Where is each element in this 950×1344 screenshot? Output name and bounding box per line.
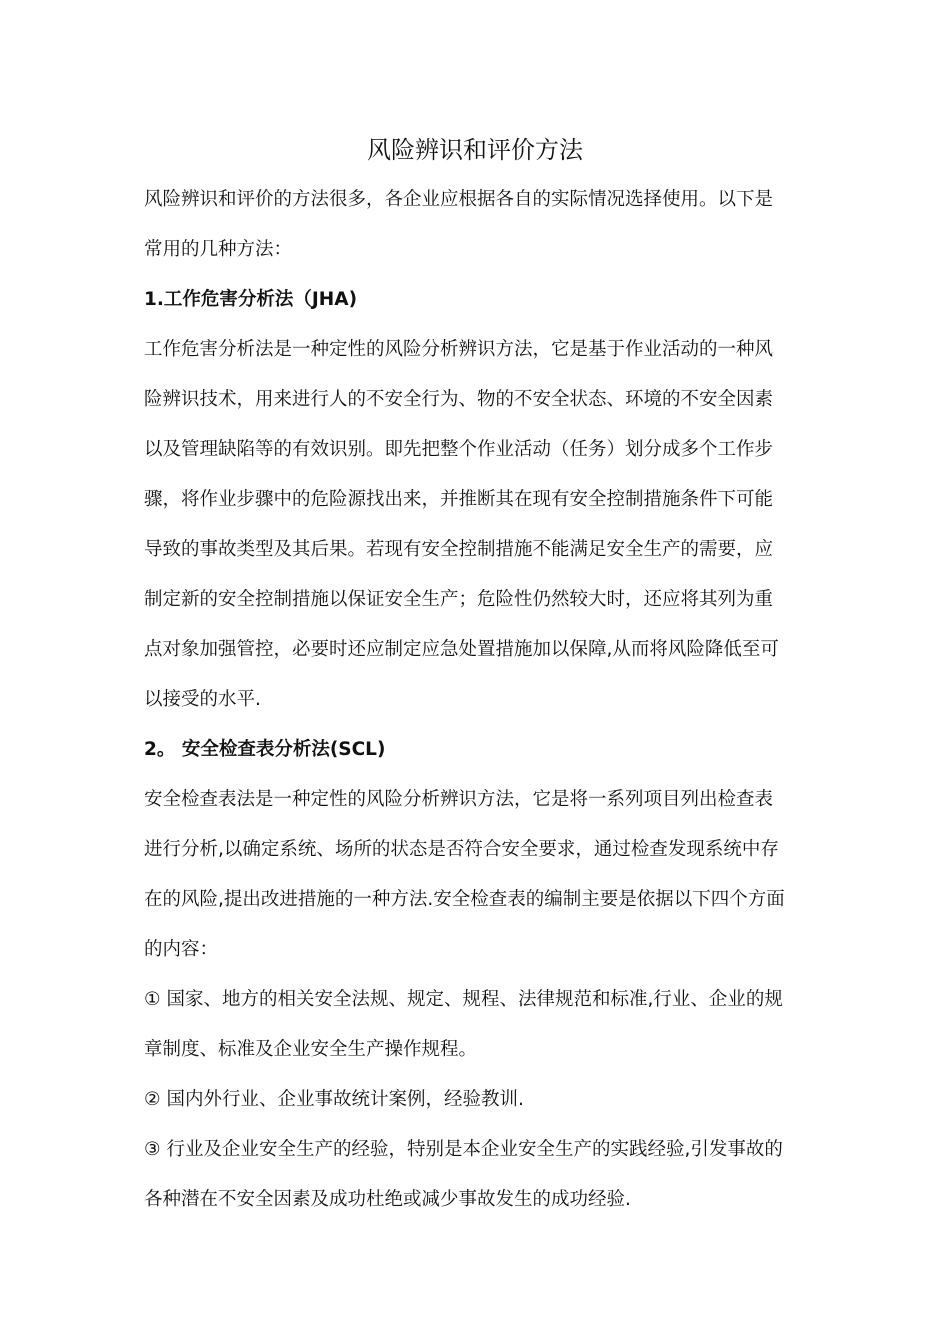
list-item-3: ③ 行业及企业安全生产的经验，特别是本企业安全生产的实践经验,引发事故的 [144,1139,783,1160]
document-body [144,175,810,1225]
list-item-3-cont: 各种潜在不安全因素及成功杜绝或减少事故发生的成功经验. [144,1189,631,1210]
paragraph-line: 安全检查表法是一种定性的风险分析辨识方法，它是将一系列项目列出检查表 [144,789,774,810]
intro-line: 常用的几种方法： [144,239,293,260]
list-item-1-cont: 章制度、标准及企业安全生产操作规程。 [144,1039,478,1060]
list-item-2: ② 国内外行业、企业事故统计案例，经验教训. [144,1089,524,1110]
section-heading-jha: 1.工作危害分析法（JHA) [144,289,358,310]
paragraph-line: 工作危害分析法是一种定性的风险分析辨识方法，它是基于作业活动的一种风 [144,339,774,360]
paragraph-line: 以及管理缺陷等的有效识别。即先把整个作业活动（任务）划分成多个工作步 [144,439,774,460]
list-item-1: ① 国家、地方的相关安全法规、规定、规程、法律规范和标准,行业、企业的规 [144,989,783,1010]
paragraph-line: 骤，将作业步骤中的危险源找出来，并推断其在现有安全控制措施条件下可能 [144,489,774,510]
paragraph-line: 以接受的水平. [144,689,261,710]
paragraph-line: 险辨识技术，用来进行人的不安全行为、物的不安全状态、环境的不安全因素 [144,389,774,410]
document-title: 风险辨识和评价方法 [367,136,583,164]
paragraph-line: 的内容： [144,939,219,960]
paragraph-line: 在的风险,提出改进措施的一种方法.安全检查表的编制主要是依据以下四个方面 [144,889,785,910]
section-heading-scl: 2。 安全检查表分析法(SCL) [144,739,386,760]
intro-line: 风险辨识和评价的方法很多，各企业应根据各自的实际情况选择使用。以下是 [144,189,774,210]
paragraph-line: 进行分析,以确定系统、场所的状态是否符合安全要求，通过检查发现系统中存 [144,839,779,860]
paragraph-line: 导致的事故类型及其后果。若现有安全控制措施不能满足安全生产的需要，应 [144,539,774,560]
paragraph-line: 点对象加强管控，必要时还应制定应急处置措施加以保障,从而将风险降低至可 [144,639,779,660]
paragraph-line: 制定新的安全控制措施以保证安全生产；危险性仍然较大时，还应将其列为重 [144,589,774,610]
